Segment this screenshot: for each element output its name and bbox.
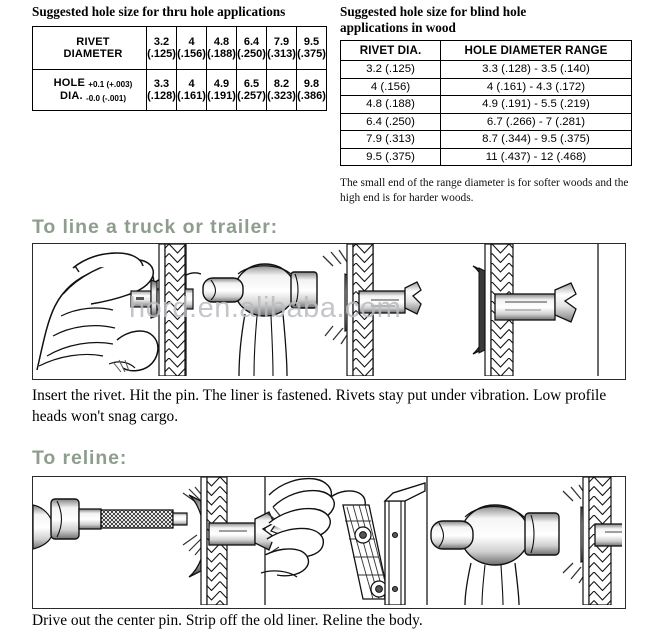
cell-rivet-dia: 7.9 (.313) bbox=[341, 131, 441, 149]
illustration-svg-2 bbox=[33, 477, 622, 605]
table-row bbox=[33, 70, 327, 111]
hole-diameter-cell bbox=[297, 70, 327, 111]
value-mm: 3.2 bbox=[153, 35, 170, 48]
blind-heading-line1: Suggested hole size for blind hole bbox=[340, 4, 527, 19]
installed-rivet-drawing bbox=[473, 244, 576, 376]
blind-hole-table-heading bbox=[340, 4, 618, 36]
cell-rivet-dia: 6.4 (.250) bbox=[341, 113, 441, 131]
tolerance-plus: +0.1 (+.003) bbox=[88, 80, 133, 89]
impact-lines bbox=[323, 250, 347, 266]
wall-with-rivet-struck bbox=[345, 244, 421, 376]
value-mm: 8.2 bbox=[273, 77, 290, 90]
value-inch: (.156) bbox=[177, 48, 206, 60]
rivet-diameter-label-cell bbox=[33, 27, 147, 70]
thru-hole-table-block bbox=[32, 4, 326, 111]
table-header-row bbox=[341, 41, 632, 61]
value-mm: 3.3 bbox=[153, 77, 170, 90]
value-mm: 6.5 bbox=[243, 77, 260, 90]
punch-tool-drawing bbox=[33, 487, 205, 555]
rivet-diameter-cell bbox=[177, 27, 207, 70]
cell-rivet-dia: 4.8 (.188) bbox=[341, 96, 441, 114]
value-inch: (.313) bbox=[267, 48, 296, 60]
dia-text: DIA. bbox=[59, 90, 83, 102]
blind-hole-table bbox=[340, 40, 632, 166]
tolerance-minus: -0.0 (-.001) bbox=[86, 93, 127, 103]
blind-heading-line2: applications in wood bbox=[340, 20, 456, 35]
cell-hole-range: 3.3 (.128) - 3.5 (.140) bbox=[441, 61, 632, 79]
wall-section bbox=[159, 244, 185, 376]
value-inch: (.250) bbox=[237, 48, 266, 60]
value-inch: (.323) bbox=[267, 90, 296, 102]
caption-line-truck: Insert the rivet. Hit the pin. The liner is fastened. Rivets stay put under vibration. Low profile heads won't snag cargo. bbox=[32, 387, 607, 425]
value-mm: 4.8 bbox=[213, 35, 230, 48]
rivet-diameter-cell bbox=[207, 27, 237, 70]
cell-rivet-dia: 4 (.156) bbox=[341, 78, 441, 96]
value-mm: 4 bbox=[188, 35, 195, 48]
cell-hole-range: 11 (.437) - 12 (.468) bbox=[441, 148, 632, 166]
rivet-diameter-cell bbox=[147, 27, 177, 70]
column-header-rivet-dia: RIVET DIA. bbox=[341, 41, 441, 61]
cell-hole-range: 6.7 (.266) - 7 (.281) bbox=[441, 113, 632, 131]
blind-hole-table-block bbox=[340, 4, 632, 166]
table-row bbox=[341, 78, 632, 96]
cell-rivet-dia: 9.5 (.375) bbox=[341, 148, 441, 166]
cell-hole-range: 4 (.161) - 4.3 (.172) bbox=[441, 78, 632, 96]
hole-diameter-cell bbox=[237, 70, 267, 111]
hole-text: HOLE bbox=[53, 76, 85, 89]
value-inch: (.191) bbox=[207, 90, 236, 102]
blind-hole-footnote: The small end of the range diameter is for softer woods and the high end is for harder woods. bbox=[340, 177, 629, 204]
rivet-diameter-label-line1: RIVET bbox=[76, 35, 110, 48]
value-inch: (.128) bbox=[147, 90, 176, 102]
illustration-reline bbox=[32, 476, 626, 609]
hole-diameter-cell bbox=[207, 70, 237, 111]
value-mm: 9.5 bbox=[303, 35, 320, 48]
table-row bbox=[341, 113, 632, 131]
rivet-diameter-label-line2: DIAMETER bbox=[63, 48, 123, 60]
cell-rivet-dia: 3.2 (.125) bbox=[341, 61, 441, 79]
caption-reline: Drive out the center pin. Strip off the old liner. Reline the body. bbox=[32, 612, 423, 629]
wall-with-new-rivet bbox=[581, 477, 622, 605]
cell-hole-range: 8.7 (.344) - 9.5 (.375) bbox=[441, 131, 632, 149]
hole-diameter-label-line2 bbox=[40, 90, 146, 104]
table-row bbox=[341, 61, 632, 79]
section-heading-reline: To reline: bbox=[32, 447, 128, 469]
value-inch: (.257) bbox=[237, 90, 266, 102]
liner-strip bbox=[343, 505, 389, 599]
value-mm: 6.4 bbox=[243, 35, 260, 48]
value-mm: 4.9 bbox=[213, 77, 230, 90]
thru-hole-table bbox=[32, 26, 327, 111]
value-inch: (.125) bbox=[147, 48, 176, 60]
value-mm: 9.8 bbox=[303, 77, 320, 90]
hole-diameter-cell bbox=[177, 70, 207, 111]
table-row bbox=[341, 131, 632, 149]
hole-diameter-cell bbox=[267, 70, 297, 111]
rivet-diameter-cell bbox=[267, 27, 297, 70]
knurled-grip bbox=[101, 510, 173, 528]
watermark-text: hord.en.alibaba.com bbox=[129, 292, 402, 324]
table-row bbox=[341, 96, 632, 114]
value-inch: (.188) bbox=[207, 48, 236, 60]
truck-frame-post bbox=[385, 483, 425, 605]
hammer-striking-drawing bbox=[203, 250, 349, 376]
illustration-line-truck bbox=[32, 243, 626, 380]
hole-diameter-label-cell bbox=[33, 70, 147, 111]
rivet-diameter-cell bbox=[297, 27, 327, 70]
value-mm: 4 bbox=[188, 77, 195, 90]
thru-hole-table-heading: Suggested hole size for thru hole applications bbox=[32, 4, 286, 19]
value-inch: (.161) bbox=[177, 90, 206, 102]
table-row bbox=[33, 27, 327, 70]
table-row bbox=[341, 148, 632, 166]
value-inch: (.386) bbox=[297, 90, 326, 102]
hammer-reline-drawing bbox=[431, 485, 587, 605]
hole-diameter-label-line1 bbox=[40, 77, 146, 91]
hole-diameter-cell bbox=[147, 70, 177, 111]
rivet-diameter-cell bbox=[237, 27, 267, 70]
value-mm: 7.9 bbox=[273, 35, 290, 48]
cell-hole-range: 4.9 (.191) - 5.5 (.219) bbox=[441, 96, 632, 114]
column-header-hole-range: HOLE DIAMETER RANGE bbox=[441, 41, 632, 61]
value-inch: (.375) bbox=[297, 48, 326, 60]
illustration-svg-1 bbox=[33, 244, 622, 376]
section-heading-line-truck: To line a truck or trailer: bbox=[32, 216, 279, 238]
